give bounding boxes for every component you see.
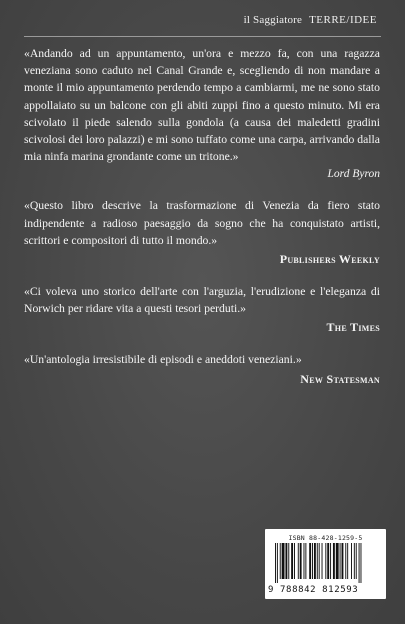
barcode-bar xyxy=(309,543,311,579)
barcode-bar xyxy=(294,543,295,579)
blurb-publishers-weekly xyxy=(24,197,380,267)
barcode-bar xyxy=(340,543,341,579)
barcode-bar xyxy=(319,543,320,579)
isbn-label: ISBN 88-428-1259-5 xyxy=(288,534,363,542)
barcode-bar xyxy=(330,543,331,579)
blurb-byron xyxy=(24,45,380,180)
series-name: TERRE/IDEE xyxy=(309,14,377,26)
barcode-bar xyxy=(304,543,305,579)
barcode-bar xyxy=(322,543,323,579)
header-divider xyxy=(24,36,381,37)
barcode-bars xyxy=(275,543,377,583)
barcode-bar xyxy=(351,543,352,579)
barcode-bar xyxy=(325,543,326,579)
barcode-bar xyxy=(361,543,362,583)
barcode-bar xyxy=(336,543,339,579)
barcode-bar xyxy=(288,543,289,579)
publisher-brand xyxy=(244,14,377,26)
barcode-bar xyxy=(312,543,313,579)
blurb-the-times xyxy=(24,283,380,335)
blurb-quote: «Questo libro descrive la trasformazione di Venezia da fiero stato indipendente a radioso paesaggio da sogno che ha conquistato artisti, scrittori e compositori di tutto il mondo.» xyxy=(24,199,380,247)
barcode-digits: 9 788842 812593 xyxy=(268,585,359,595)
barcode-bar xyxy=(345,543,346,579)
cover-header xyxy=(0,0,405,36)
blurb-new-statesman xyxy=(24,351,380,386)
isbn-barcode xyxy=(265,529,386,599)
barcode-bar xyxy=(285,543,287,579)
barcode-bar xyxy=(347,543,348,579)
barcode-bar xyxy=(333,543,335,579)
barcode-bar xyxy=(314,543,316,579)
barcode-bar xyxy=(275,543,276,583)
blurb-quote: «Un'antologia irresistibile di episodi e aneddoti veneziani.» xyxy=(24,353,302,367)
barcode-bar xyxy=(317,543,318,579)
barcode-bar xyxy=(277,543,278,583)
barcode-bar xyxy=(359,543,360,583)
blurb-attribution: The Times xyxy=(326,320,380,335)
barcode-bar xyxy=(280,543,281,579)
barcode-bar xyxy=(305,543,306,579)
blurb-attribution: New Statesman xyxy=(300,371,380,386)
blurb-attribution: Publishers Weekly xyxy=(279,252,380,267)
barcode-bar xyxy=(298,543,299,579)
blurb-quote: «Andando ad un appuntamento, un'ora e mezzo fa, con una ragazza veneziana sono caduto nel Canal Grande e, scegliendo di non mandare a monte il mio appuntamento perdendo tempo a cambiarmi, me ne sono stato appollaiato su un balcone con gli abiti zuppi fino a questo minuto. Mi era scivolato il piede salendo sulla gondola (a causa dei maledetti gradini scivolosi dei loro palazzi) e mi sono tuffato come una carpa, arrivando dalla mia ninfa marina grondante come un tritone.» xyxy=(24,47,380,164)
barcode-bar xyxy=(291,543,293,579)
barcode-bar xyxy=(300,543,302,579)
barcode-bar xyxy=(327,543,329,579)
barcode-bar xyxy=(342,543,344,579)
barcode-bar xyxy=(356,543,357,579)
blurb-list xyxy=(24,45,380,403)
blurb-quote: «Ci voleva uno storico dell'arte con l'arguzia, l'erudizione e l'eleganza di Norwich per ridare vita a questi tesori perduti.» xyxy=(24,285,380,316)
barcode-bar xyxy=(354,543,355,579)
barcode-bar xyxy=(282,543,285,579)
blurb-attribution: Lord Byron xyxy=(327,168,380,181)
publisher-name: il Saggiatore xyxy=(243,14,303,26)
